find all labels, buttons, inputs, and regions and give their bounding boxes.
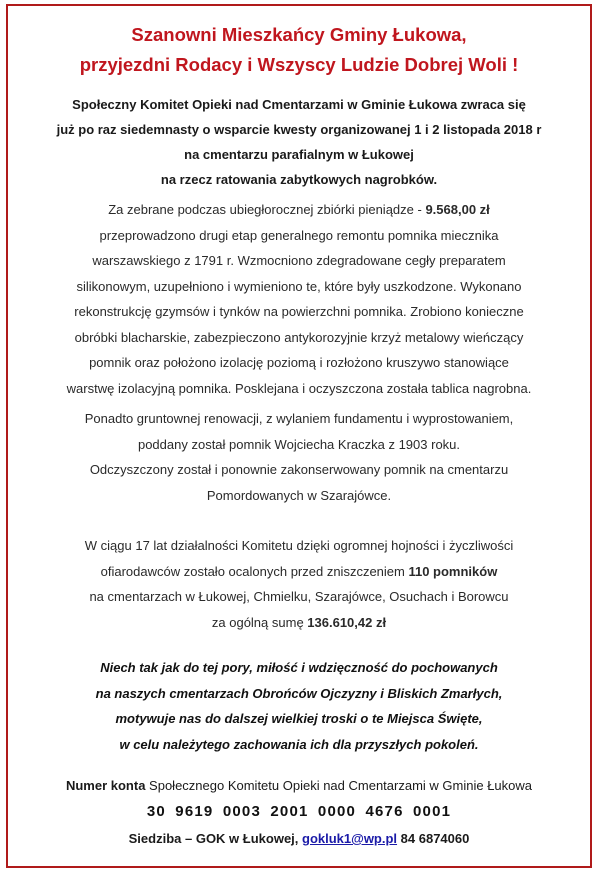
heading-line-1: Szanowni Mieszkańcy Gminy Łukowa,: [131, 24, 467, 45]
email-link[interactable]: gokluk1@wp.pl: [302, 831, 398, 846]
collected-amount: 9.568,00 zł: [425, 202, 490, 217]
report-paragraph: [20, 197, 578, 401]
heading-line-2: przyjezdni Rodacy i Wszyscy Ludzie Dobrej Woli !: [79, 54, 519, 75]
intro-line-2a: już po raz: [56, 122, 121, 137]
summary-line-2a: ofiarodawców zostało ocalonych przed zniszczeniem: [100, 563, 409, 579]
summary-line-1: W ciągu 17 lat działalności Komitetu dzięki ogromnej hojności i życzliwości: [84, 538, 514, 553]
account-owner: Społecznego Komitetu Opieki nad Cmentarzami w Gminie Łukowa: [145, 778, 533, 793]
heading: [20, 20, 578, 80]
closing-line-4: w celu należytego zachowania ich dla przyszłych pokoleń.: [119, 736, 479, 752]
seat-info: [20, 827, 578, 851]
report-lead: Za zebrane podczas ubiegłorocznej zbiórki pieniądze -: [108, 202, 426, 217]
summary-line-4a: za ogólną sumę: [211, 614, 308, 630]
summary-line-3: na cmentarzach w Łukowej, Chmielku, Szarajówce, Osuchach i Borowcu: [89, 589, 509, 604]
report-line-6: obróbki blacharskie, zabezpieczono antykorozyjnie krzyż metalowy wieńczący: [74, 329, 524, 345]
account-label: Numer konta: [65, 778, 146, 793]
intro-line-4: na rzecz ratowania zabytkowych nagrobków.: [160, 172, 438, 187]
closing-appeal: [20, 655, 578, 757]
event-dates: 1 i 2 listopada 2018 r: [414, 122, 542, 137]
account-info: [20, 775, 578, 797]
closing-line-2: na naszych cmentarzach Obrońców Ojczyzny i Bliskich Zmarłych,: [95, 685, 503, 701]
report-line-8: warstwę izolacyjną pomnika. Posklejana i oczyszczona została tablica nagrobna.: [66, 380, 532, 396]
renovation-line-4: Pomordowanych w Szarajówce.: [206, 487, 392, 503]
phone-number: 84 6874060: [397, 831, 470, 846]
edition-count: siedemnasty: [120, 122, 199, 137]
renovation-paragraph: [20, 406, 578, 508]
account-number: 30 9619 0003 2001 0000 4676 0001: [146, 803, 452, 820]
report-line-4: silikonowym, uzupełniono i wymieniono te, które były uszkodzone. Wykonano: [76, 278, 522, 294]
summary-paragraph: [20, 533, 578, 635]
closing-line-1: Niech tak jak do tej pory, miłość i wdzięczność do pochowanych: [100, 660, 498, 675]
renovation-line-2: poddany został pomnik Wojciecha Kraczka z 1903 roku.: [137, 436, 461, 452]
report-line-3: warszawskiego z 1791 r. Wzmocniono zdegradowane cegły preparatem: [92, 253, 506, 268]
total-sum: 136.610,42 zł: [307, 614, 387, 630]
seat-label: Siedziba – GOK w Łukowej,: [128, 831, 303, 846]
report-line-7: pomnik oraz położono izolację poziomą i rozłożono kruszywo stanowiące: [89, 355, 509, 370]
intro-paragraph: [20, 92, 578, 192]
intro-line-2c: o wsparcie kwesty organizowanej: [198, 122, 415, 137]
poster: [6, 4, 592, 868]
report-line-5: rekonstrukcję gzymsów i tynków na powierzchni pomnika. Zrobiono konieczne: [74, 304, 524, 319]
renovation-line-3: Odczyszczony został i ponownie zakonserwowany pomnik na cmentarzu: [89, 462, 509, 477]
report-line-2: przeprowadzono drugi etap generalnego remontu pomnika miecznika: [99, 227, 499, 243]
monuments-count: 110 pomników: [408, 563, 498, 579]
intro-line-3: na cmentarzu parafialnym w Łukowej: [184, 147, 414, 162]
renovation-line-1: Ponadto gruntownej renowacji, z wylaniem fundamentu i wyprostowaniem,: [84, 411, 514, 426]
closing-line-3: motywuje nas do dalszej wielkiej troski o te Miejsca Święte,: [115, 711, 483, 726]
intro-line-1: Społeczny Komitet Opieki nad Cmentarzami w Gminie Łukowa zwraca się: [72, 97, 526, 112]
